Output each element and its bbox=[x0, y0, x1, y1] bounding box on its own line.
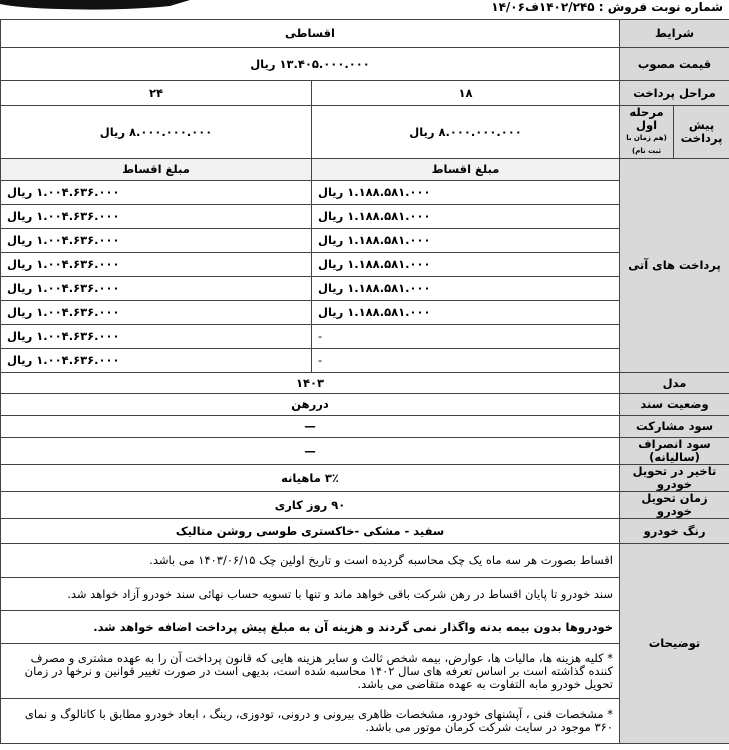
installment-18: ۱.۱۸۸.۵۸۱.۰۰۰ ریال bbox=[312, 301, 620, 325]
installment-18: ۱.۱۸۸.۵۸۱.۰۰۰ ریال bbox=[312, 253, 620, 277]
car-color-value: سفید - مشکی -خاکستری طوسی روشن متالیک bbox=[1, 519, 620, 544]
prepayment-18: ۸.۰۰۰.۰۰۰.۰۰۰ ریال bbox=[312, 106, 620, 159]
note-text: سند خودرو تا پایان اقساط در رهن شرکت باقی خواهد ماند و تنها با تسویه حساب نهائی سند خودرو آزاد خواهد شد. bbox=[1, 578, 620, 611]
installment-24: ۱.۰۰۴.۶۳۶.۰۰۰ ریال bbox=[1, 253, 312, 277]
installment-header-24: مبلغ اقساط bbox=[1, 159, 312, 181]
installment-18: ۱.۱۸۸.۵۸۱.۰۰۰ ریال bbox=[312, 205, 620, 229]
installment-24: ۱.۰۰۴.۶۳۶.۰۰۰ ریال bbox=[1, 229, 312, 253]
model-value: ۱۴۰۳ bbox=[1, 373, 620, 394]
delivery-time-value: ۹۰ روز کاری bbox=[1, 492, 620, 519]
delivery-delay-value: ۳٪ ماهیانه bbox=[1, 465, 620, 492]
label-cancellation-profit: سود انصراف (سالیانه) bbox=[620, 438, 729, 465]
sales-conditions-table bbox=[0, 19, 729, 744]
conditions-value: اقساطی bbox=[1, 20, 620, 48]
installment-18: ۱.۱۸۸.۵۸۱.۰۰۰ ریال bbox=[312, 277, 620, 301]
note-text: * کلیه هزینه ها، مالیات ها، عوارض، بیمه شخص ثالث و سایر هزینه هایی که قانون پرداخت آن را به عهده مشتری و مصرف کننده گذاشته است بر اساس تعرفه های سال ۱۴۰۲ محاسبه شده است، بدیهی است در صورت تغییر قوانین و نرخها در زمان تحویل خودرو مابه التفاوت به عهده متقاضی می باشد. bbox=[1, 644, 620, 699]
installment-24: ۱.۰۰۴.۶۳۶.۰۰۰ ریال bbox=[1, 349, 312, 373]
label-car-color: رنگ خودرو bbox=[620, 519, 729, 544]
installment-24: ۱.۰۰۴.۶۳۶.۰۰۰ ریال bbox=[1, 205, 312, 229]
row-payment-stages bbox=[1, 81, 729, 106]
row-model bbox=[1, 373, 729, 394]
label-notes: توضیحات bbox=[620, 544, 729, 744]
car-silhouette-image bbox=[0, 0, 190, 12]
label-document-status: وضعیت سند bbox=[620, 394, 729, 416]
installment-24: ۱.۰۰۴.۶۳۶.۰۰۰ ریال bbox=[1, 181, 312, 205]
document-status-value: دررهن bbox=[1, 394, 620, 416]
row-car-color bbox=[1, 519, 729, 544]
note-text: * مشخصات فنی ، آپشنهای خودرو، مشخصات ظاهری بیرونی و درونی، تودوزی، رینگ ، ابعاد خودرو مطابق با کاتالوگ و نمای ۳۶۰ موجود در سایت شرکت کرمان موتور می باشد. bbox=[1, 699, 620, 744]
stages-24-months: ۲۴ bbox=[1, 81, 312, 106]
label-delivery-time: زمان تحویل خودرو bbox=[620, 492, 729, 519]
row-participation-profit bbox=[1, 416, 729, 438]
installment-24: ۱.۰۰۴.۶۳۶.۰۰۰ ریال bbox=[1, 277, 312, 301]
label-model: مدل bbox=[620, 373, 729, 394]
installment-18: ۱.۱۸۸.۵۸۱.۰۰۰ ریال bbox=[312, 229, 620, 253]
label-approved-price: قیمت مصوب bbox=[620, 48, 729, 81]
row-approved-price bbox=[1, 48, 729, 81]
row-installments-header bbox=[1, 159, 729, 181]
row-conditions bbox=[1, 20, 729, 48]
approved-price-value: ۱۳.۴۰۵.۰۰۰.۰۰۰ ریال bbox=[1, 48, 620, 81]
note-row bbox=[1, 544, 729, 578]
note-text: خودروها بدون بیمه بدنه واگذار نمی گردند و هزینه آن به مبلغ پیش پرداخت اضافه خواهد شد. bbox=[1, 611, 620, 644]
row-prepayment bbox=[1, 106, 729, 159]
label-future-payments: پرداخت های آتی bbox=[620, 159, 729, 373]
installment-24: ۱.۰۰۴.۶۳۶.۰۰۰ ریال bbox=[1, 301, 312, 325]
row-document-status bbox=[1, 394, 729, 416]
prepayment-stage-note: (هم زمان با ثبت نام) bbox=[626, 134, 667, 155]
prepayment-24: ۸.۰۰۰.۰۰۰.۰۰۰ ریال bbox=[1, 106, 312, 159]
row-delivery-delay bbox=[1, 465, 729, 492]
installment-header-18: مبلغ اقساط bbox=[312, 159, 620, 181]
installment-18: ۱.۱۸۸.۵۸۱.۰۰۰ ریال bbox=[312, 181, 620, 205]
note-text: اقساط بصورت هر سه ماه یک چک محاسبه گردیده است و تاریخ اولین چک ۱۴۰۳/۰۶/۱۵ می باشد. bbox=[1, 544, 620, 578]
label-payment-stages: مراحل پرداخت bbox=[620, 81, 729, 106]
sale-turn-number: شماره نوبت فروش : ۱۴۰۲/۲۴۵ف۱۴/۰۶ bbox=[491, 0, 723, 14]
participation-profit-value: — bbox=[1, 416, 620, 438]
label-prepayment: پیش پرداخت bbox=[674, 106, 729, 159]
label-participation-profit: سود مشارکت bbox=[620, 416, 729, 438]
label-conditions: شرایط bbox=[620, 20, 729, 48]
row-delivery-time bbox=[1, 492, 729, 519]
installment-24: ۱.۰۰۴.۶۳۶.۰۰۰ ریال bbox=[1, 325, 312, 349]
stages-18-months: ۱۸ bbox=[312, 81, 620, 106]
label-delivery-delay: تاخیر در تحویل خودرو bbox=[620, 465, 729, 492]
row-cancellation-profit bbox=[1, 438, 729, 465]
prepayment-stage-title: مرحله اول bbox=[629, 105, 664, 132]
label-prepayment-stage bbox=[620, 106, 674, 159]
installment-18-empty: - bbox=[312, 325, 620, 349]
installment-18-empty: - bbox=[312, 349, 620, 373]
cancellation-profit-value: — bbox=[1, 438, 620, 465]
